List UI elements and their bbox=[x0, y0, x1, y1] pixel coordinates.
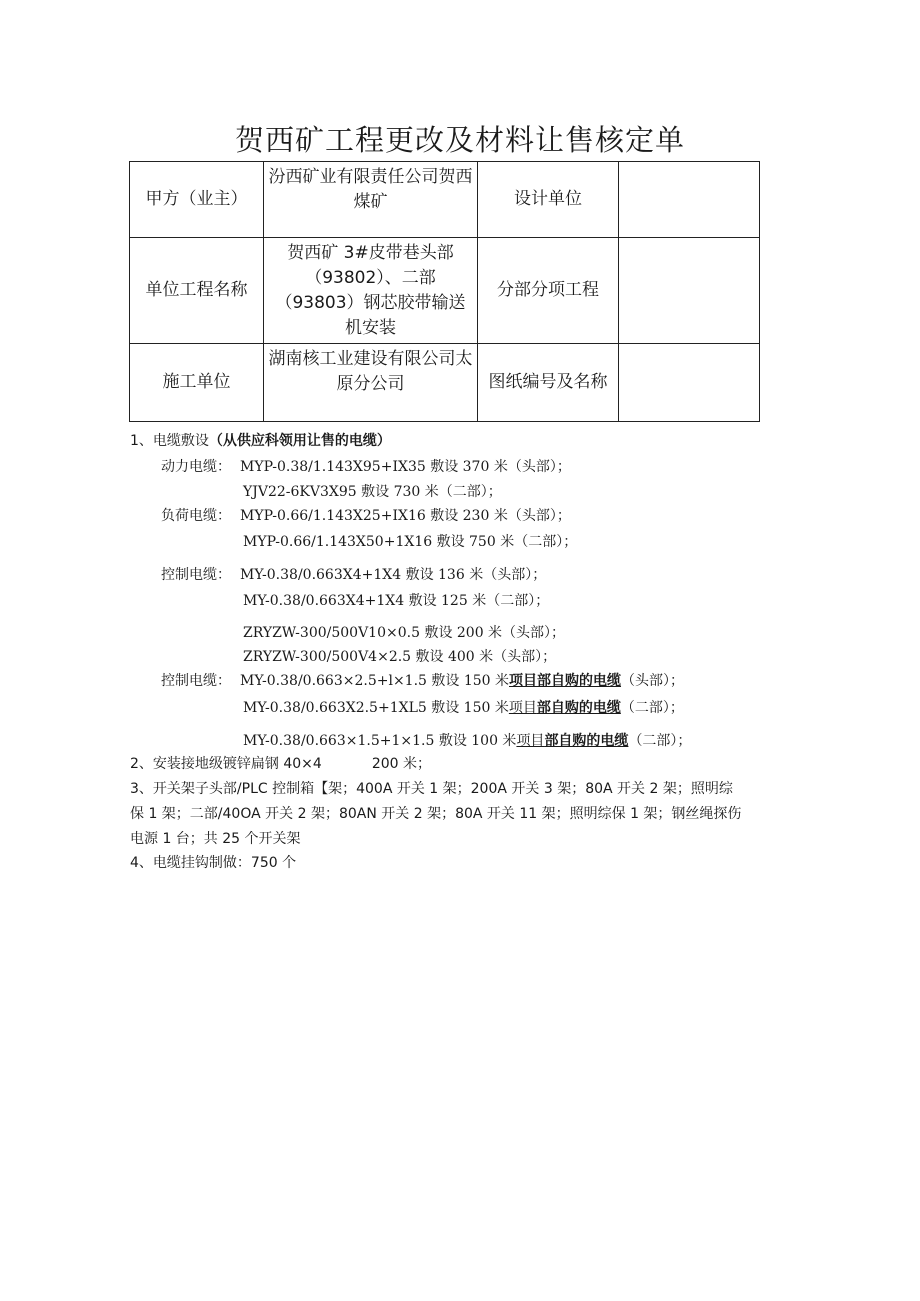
label-construction-unit: 施工单位 bbox=[130, 344, 264, 422]
control-cable-line-2: MY-0.38/0.663X4+1X4 敷设 125 米（二部）； bbox=[243, 593, 550, 609]
control-cable-line-4: ZRYZW-300/500V4×2.5 敷设 400 米（头部）； bbox=[243, 649, 557, 665]
load-cable-line-2: MYP-0.66/1.143X50+1X16 敷设 750 米（二部）； bbox=[243, 534, 578, 550]
load-cable-label: 负荷电缆： bbox=[161, 508, 231, 524]
section-3-line-3: 电源 1 台；共 25 个开关架 bbox=[130, 831, 301, 847]
section-3-line-1: 3、开关架子头部/PLC 控制箱【架；400A 开关 1 架；200A 开关 3 架；80A 开关 2 架；照明综 bbox=[130, 781, 733, 797]
control-cable-line-1: MY-0.38/0.663X4+1X4 敷设 136 米（头部）； bbox=[240, 567, 547, 583]
control-cable-label: 控制电缆： bbox=[161, 567, 231, 583]
table-row bbox=[130, 344, 760, 422]
value-project-name: 贺西矿 3#皮带巷头部（93802）、二部（93803）钢芯胶带输送机安装 bbox=[264, 238, 478, 344]
value-drawing-number bbox=[619, 344, 760, 422]
control-cable-2-label: 控制电缆： bbox=[161, 673, 231, 689]
power-cable-line-2: YJV22-6KV3X95 敷设 730 米（二部）； bbox=[243, 484, 502, 500]
section-4: 4、电缆挂钩制做：750 个 bbox=[130, 855, 297, 871]
section-3-line-2: 保 1 架；二部/40OA 开关 2 架；80AN 开关 2 架；80A 开关 11 架；照明综保 1 架；钢丝绳探伤 bbox=[130, 806, 742, 822]
load-cable-line-1: MYP-0.66/1.143X25+IX16 敷设 230 米（头部）； bbox=[240, 508, 571, 524]
label-design-unit: 设计单位 bbox=[478, 162, 619, 238]
control-cable-2-line-3: MY-0.38/0.663×1.5+1×1.5 敷设 100 米项目部自购的电缆（二部）； bbox=[243, 733, 692, 749]
value-sub-project bbox=[619, 238, 760, 344]
value-design-unit bbox=[619, 162, 760, 238]
info-table bbox=[129, 161, 760, 422]
table-row bbox=[130, 162, 760, 238]
section-2: 2、安装接地级镀锌扁钢 40×4 200 米； bbox=[130, 756, 431, 772]
page-title: 贺西矿工程更改及材料让售核定单 bbox=[234, 123, 685, 157]
power-cable-line-1: MYP-0.38/1.143X95+IX35 敷设 370 米（头部）； bbox=[240, 459, 571, 475]
label-sub-project: 分部分项工程 bbox=[478, 238, 619, 344]
control-cable-2-line-1: MY-0.38/0.663×2.5+l×1.5 敷设 150 米项目部自购的电缆（头部）； bbox=[240, 673, 685, 689]
value-party-a: 汾西矿业有限责任公司贺西煤矿 bbox=[264, 162, 478, 238]
label-party-a: 甲方（业主） bbox=[130, 162, 264, 238]
control-cable-line-3: ZRYZW-300/500V10×0.5 敷设 200 米（头部）； bbox=[243, 625, 566, 641]
label-drawing-number: 图纸编号及名称 bbox=[478, 344, 619, 422]
table-row bbox=[130, 238, 760, 344]
control-cable-2-line-2: MY-0.38/0.663X2.5+1XL5 敷设 150 米项目部自购的电缆（二部）； bbox=[243, 700, 684, 716]
label-project-name: 单位工程名称 bbox=[130, 238, 264, 344]
section-1-heading: 1、电缆敷设（从供应科领用让售的电缆） bbox=[130, 433, 391, 449]
power-cable-label: 动力电缆： bbox=[161, 459, 231, 475]
value-construction-unit: 湖南核工业建设有限公司太原分公司 bbox=[264, 344, 478, 422]
